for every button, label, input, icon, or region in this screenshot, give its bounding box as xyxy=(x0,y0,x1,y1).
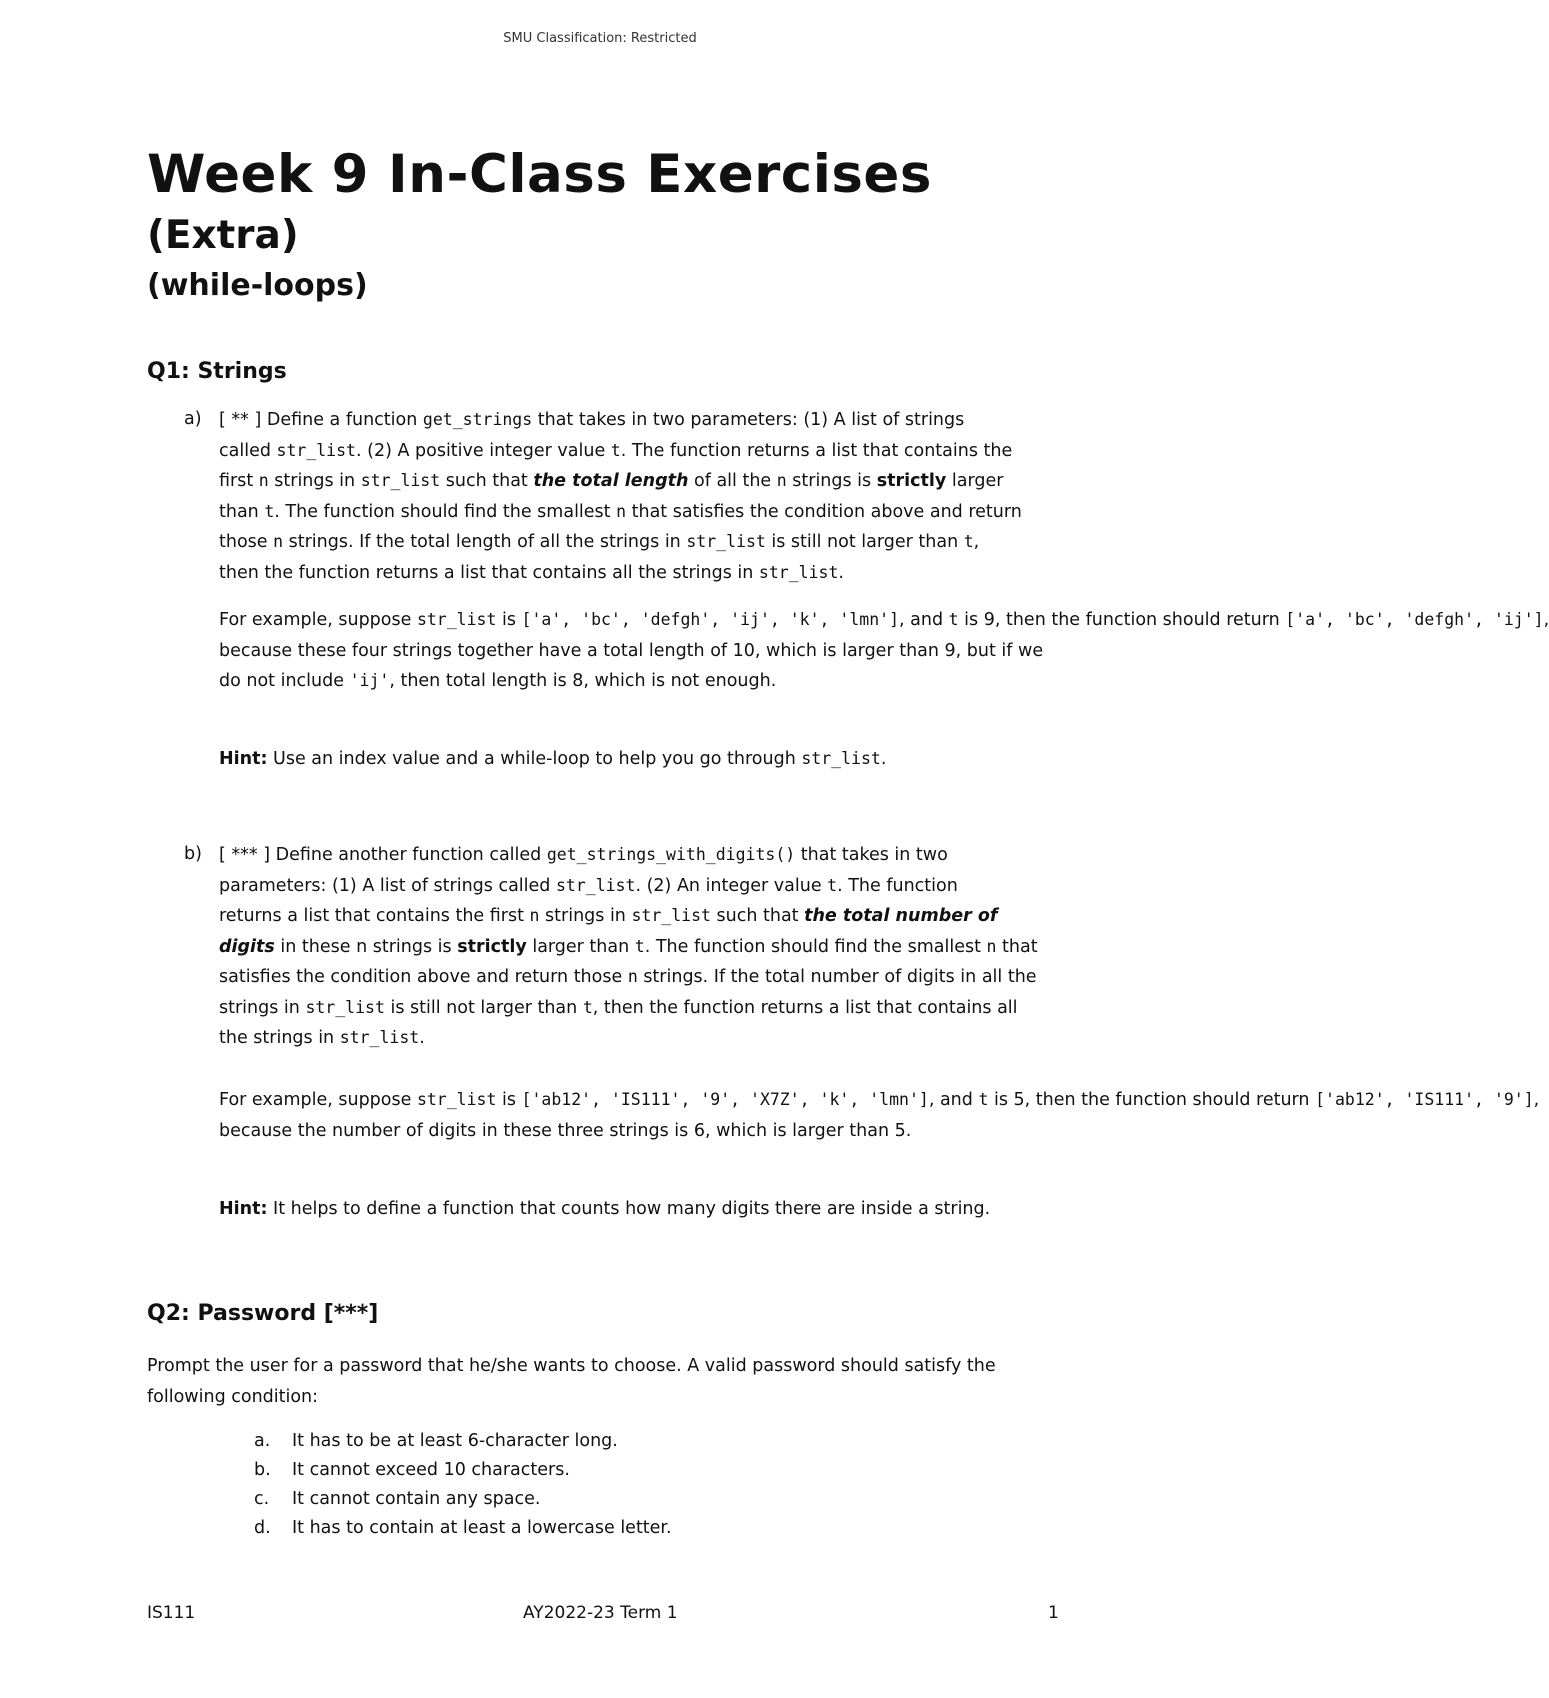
list-item: b. It cannot exceed 10 characters. xyxy=(254,1460,570,1480)
page-title: Week 9 In-Class Exercises xyxy=(147,144,932,205)
list-item: a. It has to be at least 6-character long. xyxy=(254,1431,618,1451)
q1a-func-name: get_strings xyxy=(422,410,533,429)
q1b-hint: Hint: It helps to define a function that counts how many digits there are inside a string. xyxy=(219,1199,991,1219)
classification-label: SMU Classification: Restricted xyxy=(503,31,697,46)
footer-page-number: 1 xyxy=(1048,1603,1059,1623)
q1b-difficulty: [ *** ] xyxy=(219,845,271,865)
q1b-description: [ *** ] Define another function called get_strings_with_digits() that takes in two parameters: (1) A list of strings called str_list. (2) An integer value t. The function returns a list that contains the first n strings in str_list such that the total number of digits in these n strings is strictly larger than t. The function should find the smallest n that satisfies the condition above and return those n strings. If the total number of digits in all the strings in str_list is still not larger than t, then the function returns a list that contains all the strings in str_list. xyxy=(219,845,1038,1048)
list-item: c. It cannot contain any space. xyxy=(254,1489,541,1509)
q1a-marker: a) xyxy=(184,409,202,429)
q2-heading: Q2: Password [***] xyxy=(147,1301,379,1326)
page-subtitle: (while-loops) xyxy=(147,268,368,303)
q1a-difficulty: [ ** ] xyxy=(219,410,262,430)
footer-course: IS111 xyxy=(147,1603,196,1623)
q2-conditions-list xyxy=(254,1427,672,1543)
q1b-func-name: get_strings_with_digits() xyxy=(546,845,796,864)
q1a-description: [ ** ] Define a function get_strings that takes in two parameters: (1) A list of strings called str_list. (2) A positive integer value t. The function returns a list that contains the first n strings in str_list such that the total length of all the n strings is strictly larger than t. The function should find the smallest n that satisfies the condition above and return those n strings. If the total length of all the strings in str_list is still not larger than t, then the function returns a list that contains all the strings in str_list. xyxy=(219,410,1022,583)
footer-term: AY2022-23 Term 1 xyxy=(523,1603,678,1623)
q1a-hint: Hint: Use an index value and a while-loop to help you go through str_list. xyxy=(219,749,887,769)
list-item: d. It has to contain at least a lowercase letter. xyxy=(254,1518,672,1538)
q1b-example: For example, suppose str_list is ['ab12', 'IS111', '9', 'X7Z', 'k', 'lmn'], and t is 5, then the function should return ['ab12', 'IS111', '9'], because the number of digits in these three strings is 6, which is larger than 5. xyxy=(219,1090,1540,1141)
page-title-extra: (Extra) xyxy=(147,213,299,258)
q1a-example: For example, suppose str_list is ['a', 'bc', 'defgh', 'ij', 'k', 'lmn'], and t is 9, then the function should return ['a', 'bc', 'defgh', 'ij'], because these four strings together have a total length of 10, which is larger than 9, but if we do not include 'ij', then total length is 8, which is not enough. xyxy=(219,610,1549,691)
q1b-marker: b) xyxy=(184,844,202,864)
q1-heading: Q1: Strings xyxy=(147,359,287,384)
q2-intro: Prompt the user for a password that he/she wants to choose. A valid password should satisfy the following condition: xyxy=(147,1356,996,1407)
